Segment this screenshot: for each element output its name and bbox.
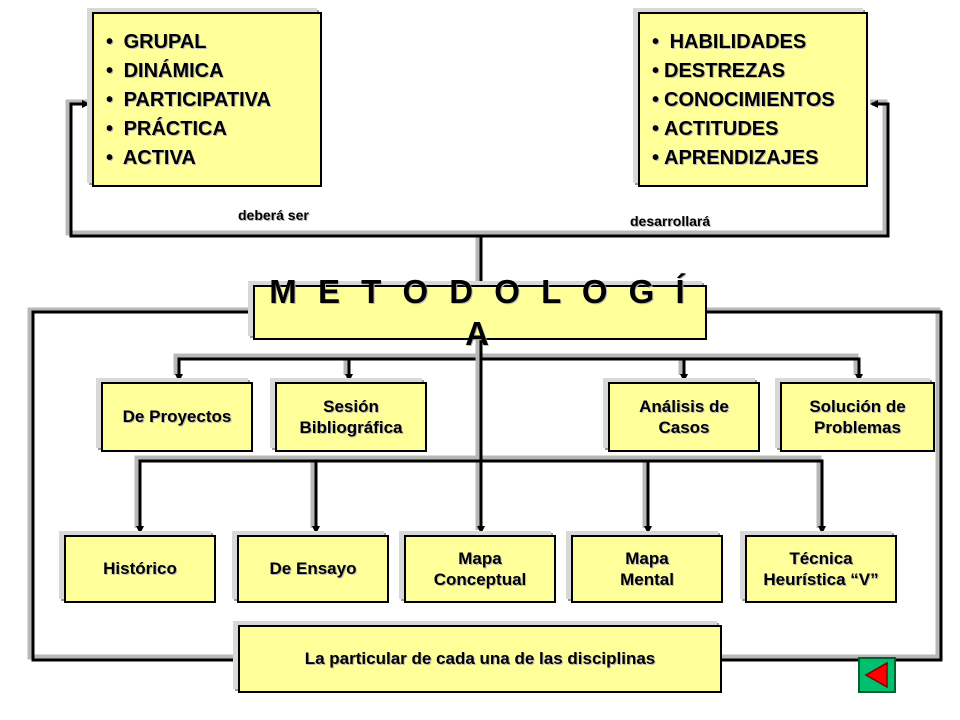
node-de-ensayo bbox=[237, 535, 389, 603]
node-de-proyectos bbox=[101, 382, 253, 452]
back-arrow-icon bbox=[860, 659, 894, 691]
list-item: • DINÁMICA bbox=[106, 60, 224, 82]
node-label: Bibliográfica bbox=[299, 418, 403, 437]
disciplines-box bbox=[238, 625, 722, 693]
node-label: Histórico bbox=[103, 559, 177, 579]
branch-sesion bbox=[349, 359, 481, 380]
characteristics-box bbox=[92, 12, 322, 187]
frame-left bbox=[33, 312, 252, 660]
list-item: • ACTIVA bbox=[106, 147, 196, 169]
list-item: • ACTITUDES bbox=[652, 118, 779, 140]
node-mapa-conceptual bbox=[404, 535, 556, 603]
node-mapa-mental bbox=[571, 535, 723, 603]
node-label: Técnica bbox=[789, 548, 853, 568]
list-item: • PARTICIPATIVA bbox=[106, 89, 271, 111]
list-item: • GRUPAL bbox=[106, 31, 207, 53]
branch-tecnica bbox=[481, 461, 822, 532]
disciplines-label: La particular de cada una de las disciplinas bbox=[304, 649, 656, 669]
back-button[interactable] bbox=[858, 657, 896, 693]
page-title: M E T O D O L O G Í A bbox=[269, 273, 691, 352]
node-sesion-bibliografica bbox=[275, 382, 427, 452]
characteristics-list bbox=[94, 14, 271, 173]
node-label: De Ensayo bbox=[269, 559, 357, 579]
list-item: • HABILIDADES bbox=[652, 31, 807, 53]
node-label: Mental bbox=[620, 570, 674, 589]
list-item: • CONOCIMIENTOS bbox=[652, 89, 835, 111]
outcomes-box bbox=[638, 12, 868, 187]
node-historico bbox=[64, 535, 216, 603]
node-label: Sesión bbox=[323, 396, 379, 416]
node-label: Heurística “V” bbox=[763, 570, 879, 589]
node-label: Solución de bbox=[809, 396, 906, 416]
node-tecnica-heuristica bbox=[745, 535, 897, 603]
node-label: Mapa bbox=[458, 548, 502, 568]
edge-label-left: deberá ser bbox=[238, 207, 309, 223]
node-label: Problemas bbox=[814, 418, 901, 437]
node-label: Casos bbox=[658, 418, 710, 437]
list-item: • PRÁCTICA bbox=[106, 118, 227, 140]
branch-analisis bbox=[481, 359, 684, 380]
edge-label-right: desarrollará bbox=[630, 213, 711, 229]
methodology-title-box bbox=[253, 273, 707, 352]
node-label: Mapa bbox=[625, 548, 669, 568]
list-item: • APRENDIZAJES bbox=[652, 147, 819, 169]
branch-mapa-mental bbox=[481, 461, 648, 532]
node-analisis-de-casos bbox=[608, 382, 760, 452]
node-label: De Proyectos bbox=[122, 407, 232, 427]
branch-ensayo bbox=[316, 461, 481, 532]
outcomes-list bbox=[640, 14, 835, 173]
node-label: Conceptual bbox=[433, 570, 527, 589]
node-solucion-de-problemas bbox=[780, 382, 935, 452]
branch-solucion bbox=[481, 359, 859, 380]
list-item: • DESTREZAS bbox=[652, 60, 786, 82]
node-label: Análisis de bbox=[639, 396, 729, 416]
